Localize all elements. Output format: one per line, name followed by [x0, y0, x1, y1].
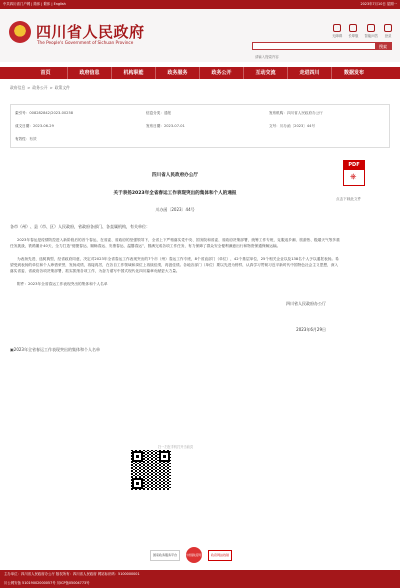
meta-index-number: 008282842/2023-00258	[29, 111, 74, 115]
search-button[interactable]: 搜索	[375, 43, 391, 50]
nav-interaction[interactable]: 互动交流	[244, 67, 288, 79]
pdf-download-link[interactable]: 点击下载此文件	[336, 197, 362, 201]
chat-icon	[367, 24, 375, 32]
document-title: 关于表扬2023年全省春运工作表现突出的集体和个人的通报	[113, 191, 237, 196]
search-input[interactable]	[253, 54, 363, 60]
meta-row: 成文日期：2023-06-29 发布日期：2023-07-01 文号：川办函〔2023〕44号	[15, 124, 316, 128]
user-icon	[384, 24, 392, 32]
breadcrumb: 政府信息 > 政务公开 > 政策文件	[10, 85, 70, 90]
document-org: 四川省人民政府办公厅	[152, 173, 198, 178]
attachment-item	[10, 347, 340, 353]
document-meta-table	[10, 104, 390, 148]
attachment-link[interactable]: 2023年全省春运工作表现突出的集体和个人名单	[13, 347, 100, 352]
nav-data[interactable]: 数据发布	[343, 70, 364, 76]
meta-row: 有效性：有效	[15, 137, 37, 141]
site-header	[0, 9, 400, 62]
meta-validity: 有效	[29, 137, 37, 141]
signature-org: 四川省人民政府办公厅	[286, 301, 326, 306]
meta-category: 通报	[163, 111, 172, 115]
site-title[interactable]: 四川省人民政府	[36, 23, 145, 41]
nav-services[interactable]: 政务服务	[156, 67, 200, 79]
site-search	[252, 42, 392, 50]
meta-publish-date: 2023-07-01	[163, 124, 185, 128]
signature-date: 2023年6月29日	[296, 327, 326, 332]
document-paragraph: 2023年春运是疫情防控进入新阶段后的首个春运，在省委、省政府的坚强领导下，全省上下严格落实党中央、国务院和省委、省政府决策部署，统筹工作专班，克服返乡潮、旅游热、极端天气等多重任务挑战，铁路累计40天，全力打造“便捷春运、顺畅春运、安康春运、温馨春运”，圆满完成各项工作任务，有力保障了群众安全便利满意出行和物资保通保畅运输。	[10, 238, 340, 248]
site-subtitle: The People's Government of Sichuan Province	[37, 40, 134, 45]
nav-about-sichuan[interactable]: 走进四川	[288, 67, 332, 79]
accessibility-icon	[333, 24, 341, 32]
elder-mode-link[interactable]: 长辈版	[348, 24, 358, 38]
main-nav	[0, 67, 400, 79]
nav-agencies[interactable]: 机构职能	[112, 67, 156, 79]
top-utility-bar	[0, 0, 400, 9]
nav-government-info[interactable]: 政府信息	[68, 67, 112, 79]
footer-line: 主办单位：四川省人民政府办公厅 版权所有：四川省人民政府 网站标识码：5100000001	[4, 572, 140, 576]
breadcrumb-item[interactable]: 政务公开	[32, 85, 48, 90]
site-footer	[0, 570, 400, 588]
document-paragraph: 为表扬先进、选树典型，经省政府同意，决定对2023年全省春运工作表现突出的7个市（州）春运工作专班，8个省直部门（单位），42个基层单位，25个相关企业以及138名个人予以通报表扬。希望受到表扬的单位和个人珍惜荣誉，发扬成绩，再接再厉，在各自工作领域和岗位上再续佳绩，再创佳绩。各地各部门（单位）要以先进为榜样，认真学习贯彻习近平新时代中国特色社会主义思想，深入落实省委、省政府各项决策部署，抓实抓细各项工作，为奋力谱写中国式现代化四川篇章贡献更大力量。	[10, 257, 339, 273]
nav-home[interactable]: 首页	[24, 67, 68, 79]
adobe-icon: ⎈	[350, 172, 357, 181]
document-salutation: 各市（州）、县（市、区）人民政府，省政府各部门、各直属机构，有关单位：	[10, 224, 150, 229]
footer-badges	[150, 547, 232, 563]
topbar-links[interactable]: 中共四川省门户网 | 简体 | 繁体 | English	[3, 2, 66, 6]
breadcrumb-item[interactable]: 政策文件	[54, 85, 70, 90]
national-emblem-icon	[9, 21, 31, 43]
footer-line: 川公网安备 51019002000057号 川ICP备05004773号	[4, 581, 90, 585]
header-links	[332, 24, 392, 38]
topbar-date: 2023年7月10日 星期一	[360, 2, 397, 6]
document-body	[10, 154, 340, 568]
meta-doc-number: 川办函〔2023〕44号	[279, 124, 316, 128]
breadcrumb-item[interactable]: 政府信息	[10, 85, 26, 90]
attachment-icon: ▣	[10, 347, 14, 352]
qr-label: 扫一扫在手机打开当前页	[158, 445, 194, 449]
attachment-note: 附件：2023年全省春运工作表现突出的集体和个人名单	[17, 282, 108, 286]
meta-written-date: 2023-06-29	[32, 124, 54, 128]
china-gov-badge[interactable]: 中国政府网	[186, 547, 202, 563]
elder-icon	[349, 24, 357, 32]
qr-code-icon	[130, 449, 172, 491]
smart-qa-link[interactable]: 智能问答	[364, 24, 378, 38]
nav-disclosure[interactable]: 政务公开	[200, 67, 244, 79]
error-report-badge[interactable]: 政府网站找错	[208, 550, 232, 561]
login-link[interactable]: 登录	[384, 24, 392, 38]
accessibility-link[interactable]: 无障碍	[332, 24, 342, 38]
gov-service-badge[interactable]: 国家政务服务平台	[150, 550, 180, 561]
meta-issuer: 四川省人民政府办公厅	[286, 111, 323, 115]
pdf-download-icon[interactable]: PDF ⎈	[343, 160, 365, 186]
document-number: 川办函〔2023〕44号	[155, 207, 195, 212]
meta-row: 索引号：008282842/2023-00258 信息分类：通报 发布机构：四川省人民政府办公厅	[15, 111, 323, 115]
